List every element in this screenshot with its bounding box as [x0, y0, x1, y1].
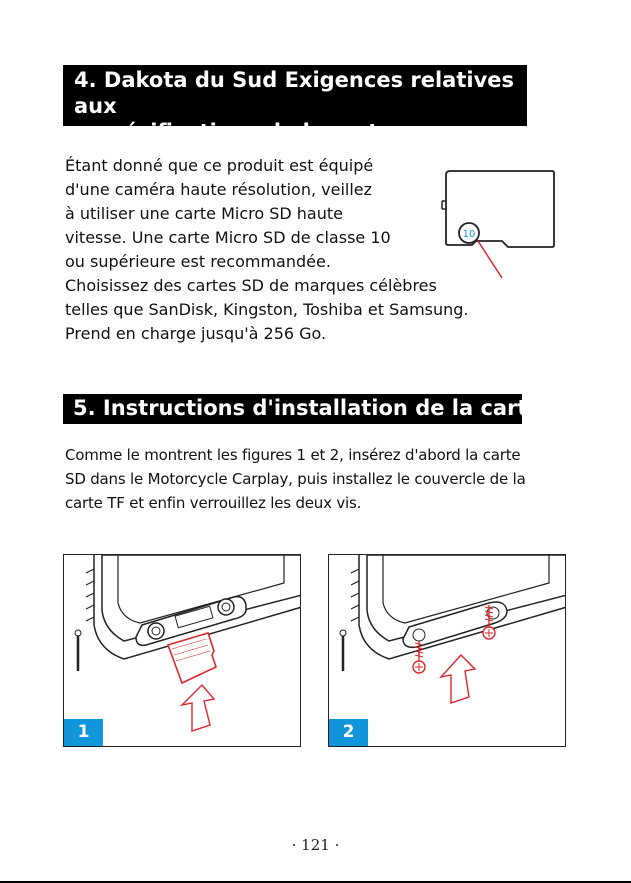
screw-hole-icon — [218, 599, 234, 615]
figure-2-label: 2 — [329, 719, 368, 746]
micro-sd-card-illustration — [436, 165, 561, 285]
paragraph-line: à utiliser une carte Micro SD haute — [65, 204, 343, 223]
paragraph-line: Comme le montrent les figures 1 et 2, insérez d'abord la carte — [65, 446, 521, 464]
paragraph-line: vitesse. Une carte Micro SD de classe 10 — [65, 228, 391, 247]
paragraph-line: Étant donné que ce produit est équipé — [65, 156, 374, 175]
section-4-paragraph — [65, 154, 445, 274]
pointer-line — [478, 241, 502, 278]
figure-1 — [63, 554, 301, 747]
card-class-label: 10 — [462, 229, 476, 240]
section-5-title: 5. Instructions d'installation de la carte SD — [73, 396, 582, 420]
section-4-title-line1: 4. Dakota du Sud Exigences relatives aux — [74, 68, 515, 118]
paragraph-line: ou supérieure est recommandée. — [65, 252, 331, 271]
section-4-heading — [63, 65, 527, 144]
paragraph-line: d'une caméra haute résolution, veillez — [65, 180, 373, 199]
figure-2 — [328, 554, 566, 747]
section-4-title-line2: spécifications de la carte — [96, 120, 393, 144]
paragraph-line: carte TF et enfin verrouillez les deux vis. — [65, 494, 362, 512]
section-5-heading — [63, 394, 582, 424]
paragraph-line: telles que SanDisk, Kingston, Toshiba et Samsung. — [65, 300, 469, 319]
paragraph-line: Choisissez des cartes SD de marques célèbres — [65, 276, 437, 295]
sd-card-icon — [168, 633, 216, 683]
figure-1-label: 1 — [64, 719, 103, 746]
section-5-paragraph — [65, 443, 565, 515]
screw-hole-icon — [148, 623, 164, 639]
paragraph-line: Prend en charge jusqu'à 256 Go. — [65, 324, 327, 343]
page-number: · 121 · — [291, 836, 340, 854]
insert-arrow-icon — [441, 655, 475, 703]
insert-arrow-icon — [182, 685, 214, 731]
paragraph-line: SD dans le Motorcycle Carplay, puis installez le couvercle de la — [65, 470, 526, 488]
